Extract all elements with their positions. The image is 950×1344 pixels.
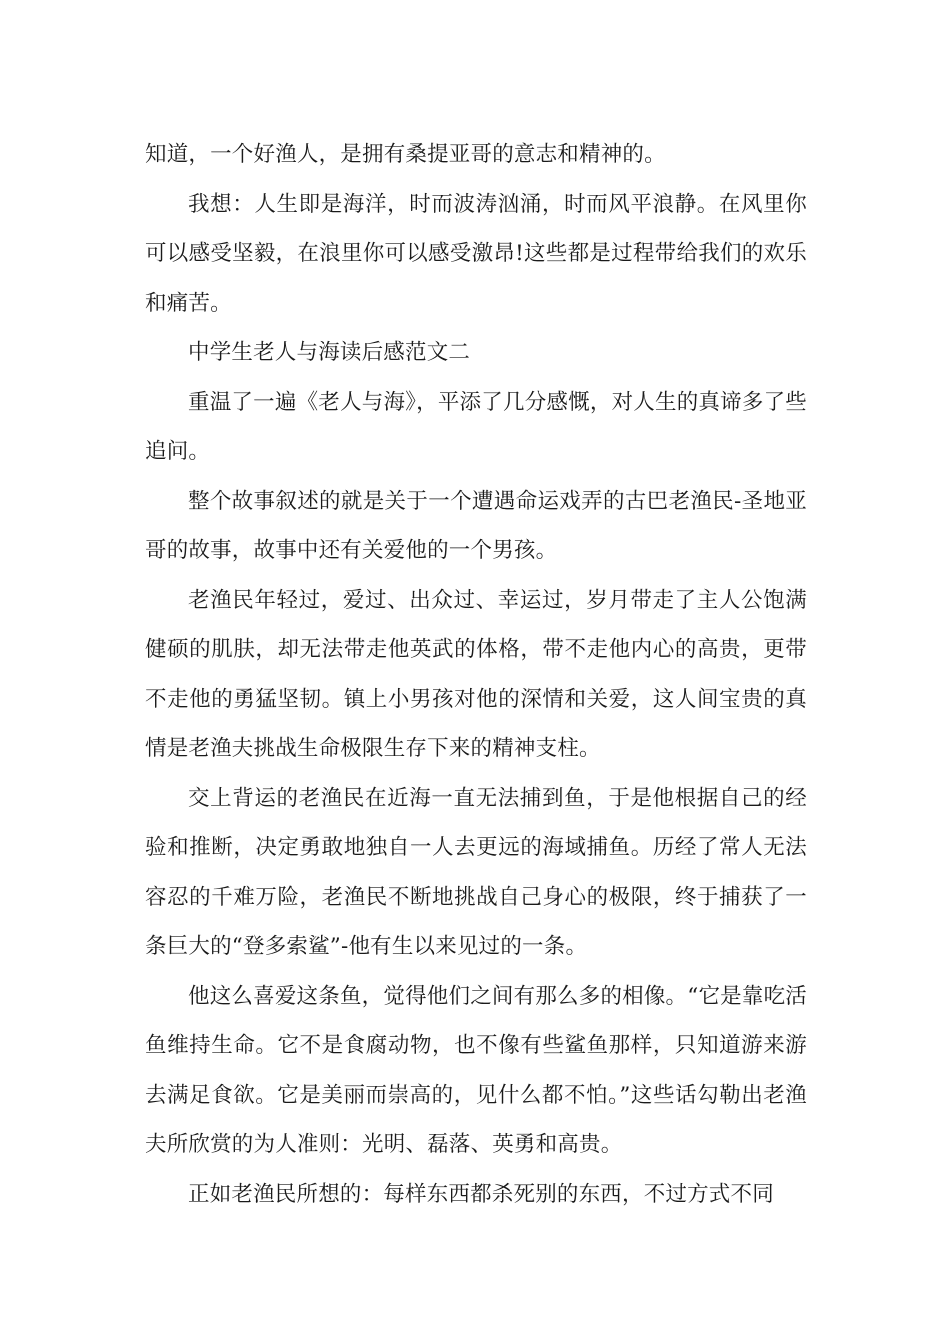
document-body	[145, 130, 807, 1219]
paragraph-6: 交上背运的老渔民在近海一直无法捕到鱼，于是他根据自己的经验和推断，决定勇敢地独自一人去更远的海域捕鱼。历经了常人无法容忍的千难万险，老渔民不断地挑战自己身心的极限，终于捕获了一条巨大的“登多索鲨”-他有生以来见过的一条。	[145, 785, 807, 959]
paragraph-7: 他这么喜爱这条鱼，觉得他们之间有那么多的相像。“它是靠吃活鱼维持生命。它不是食腐动物，也不像有些鲨鱼那样，只知道游来游去满足食欲。它是美丽而崇高的，见什么都不怕。”这些话勾勒出老渔夫所欣赏的为人准则：光明、磊落、英勇和高贵。	[145, 983, 807, 1157]
paragraph-2: 我想：人生即是海洋，时而波涛汹涌，时而风平浪静。在风里你可以感受坚毅，在浪里你可以感受激昂!这些都是过程带给我们的欢乐和痛苦。	[145, 191, 807, 316]
paragraph-4: 整个故事叙述的就是关于一个遭遇命运戏弄的古巴老渔民-圣地亚哥的故事，故事中还有关爱他的一个男孩。	[145, 488, 807, 563]
section-heading: 中学生老人与海读后感范文二	[188, 340, 471, 365]
paragraph-3: 重温了一遍《老人与海》，平添了几分感慨，对人生的真谛多了些追问。	[145, 389, 807, 464]
paragraph-1: 知道，一个好渔人，是拥有桑提亚哥的意志和精神的。	[145, 142, 666, 167]
paragraph-8: 正如老渔民所想的：每样东西都杀死别的东西，不过方式不同	[188, 1181, 774, 1207]
paragraph-5: 老渔民年轻过，爱过、出众过、幸运过，岁月带走了主人公饱满健硕的肌肤，却无法带走他英武的体格，带不走他内心的高贵，更带不走他的勇猛坚韧。镇上小男孩对他的深情和关爱，这人间宝贵的真情是老渔夫挑战生命极限生存下来的精神支柱。	[145, 587, 807, 761]
